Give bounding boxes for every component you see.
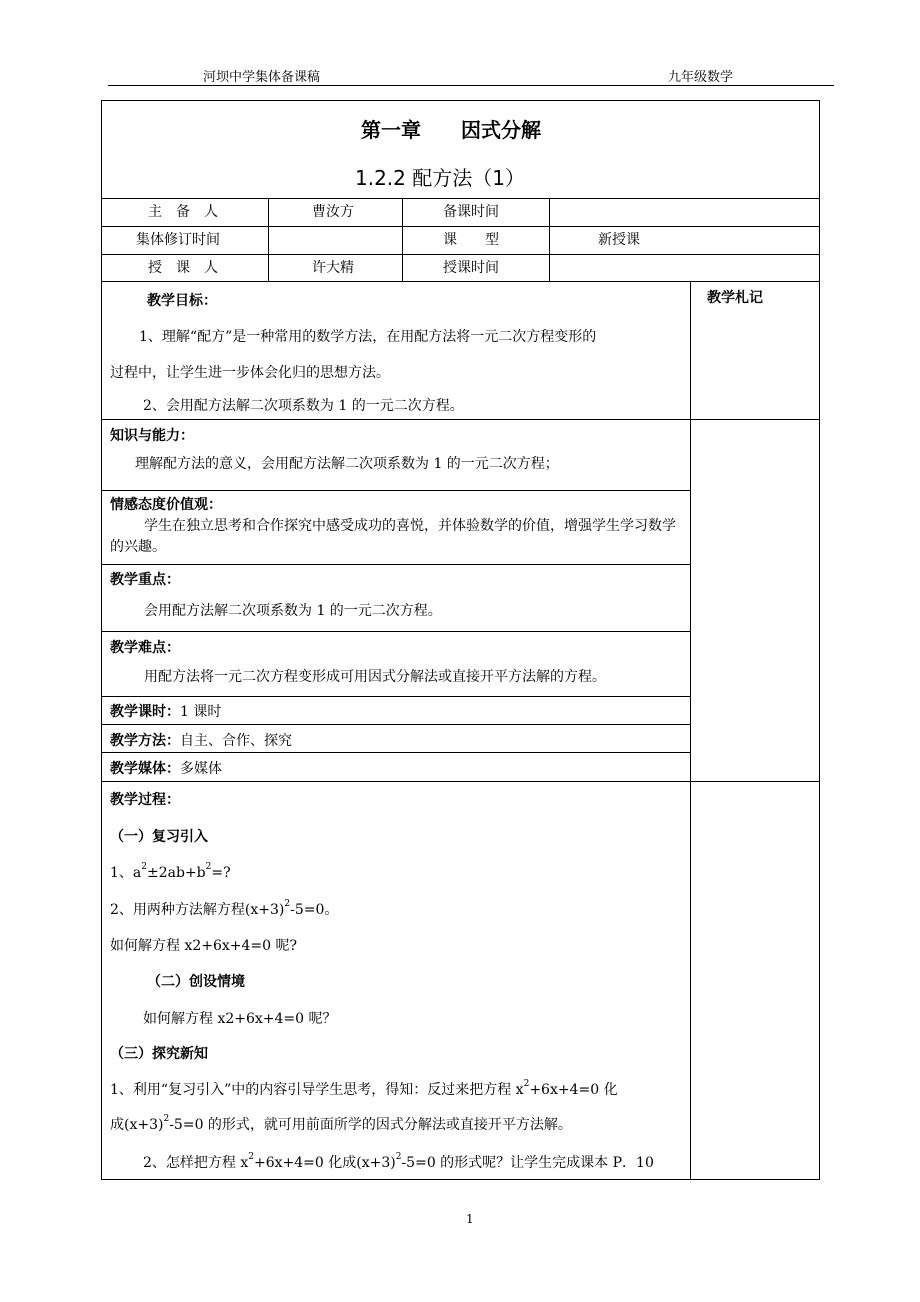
teacher-name: 许大精 [312,260,354,276]
objective-2: 2、会用配方法解二次项系数为 1 的一元二次方程。 [143,398,464,414]
preparer-label: 主 备 人 [148,204,218,220]
media-label: 教学媒体： [110,761,180,777]
attitude-text: 学生在独立思考和合作探究中感受成功的喜悦，并体验数学的价值，增强学生学习数学的兴趣。 [110,518,676,555]
knowledge-label: 知识与能力： [110,428,194,444]
header-rule [108,85,834,86]
review-item-1: 1、$a^2\pm 2ab+b^2=$? [110,862,231,881]
grid-line [102,419,819,420]
notes-column-divider [690,281,691,1179]
grid-line [102,254,819,255]
grid-line [102,490,691,491]
section-1-title: （一）复习引入 [110,829,208,845]
header-subject: 九年级数学 [668,70,734,85]
grid-line [102,781,819,782]
difficulty-label: 教学难点： [110,640,180,656]
media-value: 多媒体 [180,761,222,777]
notes-label: 教学札记 [707,290,763,306]
difficulty-text: 用配方法将一元二次方程变形成可用因式分解法或直接开平方法解的方程。 [144,669,606,685]
objective-1-line-1: 1、理解“配方”是一种常用的数学方法，在用配方法将一元二次方程变形的 [139,329,597,345]
process-label: 教学过程： [110,792,180,808]
lesson-type-label: 课 型 [443,232,499,248]
review-item-2: 2、用两种方法解方程$(x+3)^2-5=0$。 [110,899,339,918]
grid-line [402,198,403,281]
teacher-label: 授 课 人 [148,260,218,276]
key-point-label: 教学重点： [110,572,180,588]
grid-line [102,752,691,753]
grid-line [102,198,819,199]
scenario-question: 如何解方程 x2+6x+4=0 呢？ [143,1011,337,1027]
attitude-label: 情感态度价值观： [110,497,222,513]
explore-item-1-line-1: 1、利用“复习引入”中的内容引导学生思考，得知：反过来把方程 $x^2+6x+4=0$ 化 [110,1079,618,1098]
lesson-plan-table [101,100,820,1180]
method-value: 自主、合作、探究 [180,733,292,749]
explore-item-1-line-2: 成$(x+3)^2-5=0$ 的形式，就可用前面所学的因式分解法或直接开平方法解。 [110,1114,572,1133]
preparer-name: 曹汝方 [312,204,354,220]
grid-line [102,631,691,632]
lesson-title: 1.2.2 配方法（1） [355,166,525,190]
hours-value: 1 课时 [180,704,222,720]
lesson-type-value: 新授课 [598,232,640,248]
grid-line [102,226,819,227]
grid-line [268,198,269,281]
section-3-title: （三）探究新知 [110,1046,208,1062]
objectives-label: 教学目标： [147,293,217,309]
knowledge-text: 理解配方法的意义，会用配方法解二次项系数为 1 的一元二次方程； [135,456,559,472]
explore-item-2: 2、怎样把方程 $x^2+6x+4=0$ 化成$(x+3)^2-5=0$ 的形式呢？让学生完成课本 P．10 [143,1152,654,1171]
objective-1-line-2: 过程中，让学生进一步体会化归的思想方法。 [110,365,390,381]
key-point-text: 会用配方法解二次项系数为 1 的一元二次方程。 [144,603,442,619]
teach-time-label: 授课时间 [443,260,499,276]
grid-line [102,696,691,697]
hours-row [110,705,221,719]
page-number: 1 [466,1212,474,1226]
grid-line [102,564,691,565]
method-row [110,734,292,748]
prep-time-label: 备课时间 [443,204,499,220]
revision-time-label: 集体修订时间 [136,232,220,248]
grid-line [102,724,691,725]
grid-line [549,198,550,281]
media-row [110,762,222,776]
method-label: 教学方法： [110,733,180,749]
header-school-title: 河坝中学集体备课稿 [203,70,321,85]
grid-line [102,281,819,282]
hours-label: 教学课时： [110,704,180,720]
section-2-title: （二）创设情境 [147,974,245,990]
chapter-title: 第一章 因式分解 [361,118,541,142]
review-question: 如何解方程 x2+6x+4=0 呢? [110,938,298,954]
